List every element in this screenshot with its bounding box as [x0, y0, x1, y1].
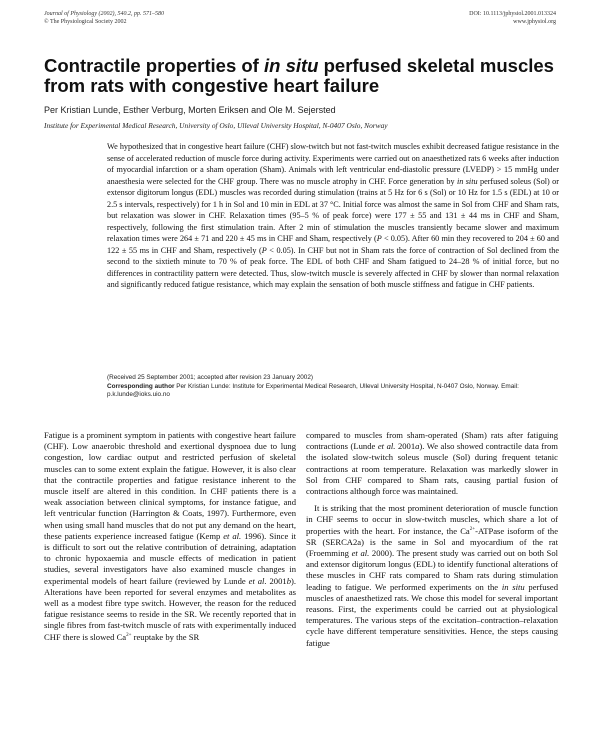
- journal-url[interactable]: www.jphysiol.org: [513, 19, 556, 25]
- body-left-etal-1: et al.: [223, 530, 242, 541]
- abstract-text-1: We hypothesized that in congestive heart failure (CHF) slow-twitch but not fast-twitch muscles exhibit decreased fatigue resistance in the sense of accelerated reduction of muscle force during activity. Experiments were carried out on anaesthetized rats 6 weeks after induction of myocardial infarction or a sham operation (Sham). Animals with left ventricular end-diastolic pressure (LVEDP) > 15 mmHg under anaesthesia were selected for the CHF group. There was no muscle atrophy in CHF. Force generation by: [107, 142, 559, 186]
- corresponding-text: Per Kristian Lunde: Institute for Experimental Medical Research, Ulleval University Hospital, N-0407 Oslo, Norway. Email: p.k.lunde@ioks.uio.no: [107, 382, 519, 399]
- body-right-etal-2: et al.: [351, 548, 370, 559]
- title-italic: in situ: [263, 55, 319, 76]
- abstract-text-2: perfused soleus (Sol) or extensor digitorum longus (EDL) muscles was recorded during stimulation (trains at 5 Hz for 6 s (Sol) or 10 Hz for 1.5 s (EDL) at 10 or 2.5 s intervals, respectively) for 1 h in Sol and 10 min in EDL at 37 °C. Initial force was almost the same in Sol from CHF and Sham rats, but relaxation was slower in CHF. Relaxation times (95–5 % of peak force) were 177 ± 55 and 131 ± 44 ms in CHF and Sham, respectively, following the first stimulation train. After 2 min of stimulation the muscles transiently became slower and maximum relaxation times were 264 ± 71 and 220 ± 45 ms in CHF and Sham, respectively (: [107, 176, 559, 243]
- body-left-ref-b: b: [286, 575, 291, 586]
- doi-text: DOI: 10.1113/jphysiol.2001.013324: [469, 11, 556, 17]
- doi-header: [469, 10, 556, 26]
- copyright-line: © The Physiological Society 2002: [44, 19, 127, 25]
- title-part-1: Contractile properties of: [44, 55, 264, 76]
- corresponding-author: [107, 383, 559, 400]
- body-left-text-d: ). Alterations have been reported for several enzymes and metabolites as well as a modest fibre type switch. However, the reason for the reduced fatigue resistance seems to reside in the SR. We recently reported that in single fibres from fast-twitch muscle of rats with experimentally induced CHF there is slowed Ca: [44, 575, 297, 642]
- body-left-superscript: 2+: [126, 632, 132, 638]
- body-left-text-a: Fatigue is a prominent symptom in patients with congestive heart failure (CHF). Low anaerobic threshold and exertional dyspnoea due to lung congestion, low cardiac output and restricted perfusion of skeletal muscles can to some extent explain the fatigue. However, it is also clear that the contractile properties and fatigue resistance inherent to the muscle itself are altered in this condition. In CHF patients there is a weak association between clinical symptoms, for instance fatigue, and left ventricular function (Harrington & Coats, 1997). Furthermore, even when using small hand muscles that do not put any demand on the heart, these patients experience increased fatigue (Kemp: [44, 430, 296, 541]
- body-right-text-1a: compared to muscles from sham-operated (Sham) rats after fatiguing contractions (Lunde: [306, 430, 558, 452]
- affiliation: Institute for Experimental Medical Research, University of Oslo, Ulleval University Hospital, N-0407 Oslo, Norway: [44, 121, 388, 130]
- body-right-text-1d: ). We also showed contractile data from the isolated slow-twitch soleus muscle (Sol) during frequent tetanic contractions at room temperature. Relaxation was markedly slower in Sol from CHF compared to Sham rats, causing partial fusion of contractions although force was maintained.: [306, 441, 558, 497]
- body-left-text-e: reuptake by the SR: [131, 631, 200, 642]
- abstract-italic-2: P: [376, 234, 382, 243]
- abstract: [107, 141, 559, 291]
- body-right-text-2c: 2000). The present study was carried out on both Sol and extensor digitorum longus (EDL) to identify functional alterations of these muscles in CHF rats compared to Sham rats during stimulation leading to fatigue. We performed experiments on the: [306, 548, 558, 592]
- body-right-text-2a: It is striking that the most prominent deterioration of muscle function in CHF seems to occur in slow-twitch muscles, which share a lot of properties with the heart. For instance, the Ca: [306, 503, 558, 536]
- received-dates: (Received 25 September 2001; accepted after revision 23 January 2002): [107, 374, 314, 381]
- title-part-2: perfused skeletal muscles from rats with congestive heart failure: [44, 55, 554, 96]
- body-left-text-b: 1996). Since it is difficult to sort out the relative contribution of detraining, adaptation to chronic hypoxaemia and muscle effects of medication in patient studies, several investigators have also examined muscle changes in experimental models of heart failure (reviewed by Lunde: [44, 530, 296, 586]
- body-left-etal-2: et al.: [248, 575, 267, 586]
- article-title: [44, 56, 564, 96]
- body-column-right: [306, 430, 558, 649]
- journal-header: [44, 10, 164, 26]
- body-right-paragraph-2: [306, 503, 558, 649]
- body-right-text-2b: -ATPase isoform of the SR (SERCA2a) is the same in Sol and myocardium of the rat (Froemming: [306, 525, 559, 559]
- abstract-italic-1: in situ: [456, 176, 478, 186]
- corresponding-label: Corresponding author: [107, 382, 175, 390]
- journal-citation: Journal of Physiology (2002), 540.2, pp. 571–580: [44, 11, 164, 17]
- article-meta: [107, 374, 559, 400]
- abstract-italic-3: P: [261, 245, 267, 255]
- body-right-etal-1: et al.: [377, 441, 396, 452]
- abstract-text-4: < 0.05). In CHF but not in Sham rats the force of contraction of Sol declined from the second to the sixtieth minute to 70 % of peak force. The EDL of both CHF and Sham fatigued to 24–28 % of initial force, but no differences in contractility pattern were detected. Thus, slow-twitch muscle is severely affected in CHF by slower than normal relaxation and significantly reduced fatigue resistance, which may explain the sensation of both muscle stiffness and fatigue in CHF patients.: [107, 245, 559, 289]
- body-right-text-2d: perfused muscles of anaesthetized rats. We chose this model for several important reasons. First, the experiments could be carried out at physiological temperatures. The various steps of the excitation–contraction–relaxation cycle have different temperature sensitivities. Hence, the steps causing fatigue: [306, 581, 558, 648]
- body-right-insitu: in situ: [501, 581, 525, 592]
- body-right-superscript: 2+: [469, 526, 476, 532]
- abstract-text-3: < 0.05). After 60 min they recovered to 204 ± 60 and 122 ± 55 ms in CHF and Sham, respectively (: [107, 234, 560, 255]
- body-left-text-c: 2001: [266, 575, 287, 586]
- body-right-ref-a: a: [415, 441, 420, 452]
- body-right-text-1b: 2001: [395, 441, 416, 452]
- body-right-paragraph-1: [306, 430, 558, 497]
- body-column-left: [44, 430, 296, 643]
- author-list: Per Kristian Lunde, Esther Verburg, Morten Eriksen and Ole M. Sejersted: [44, 105, 336, 115]
